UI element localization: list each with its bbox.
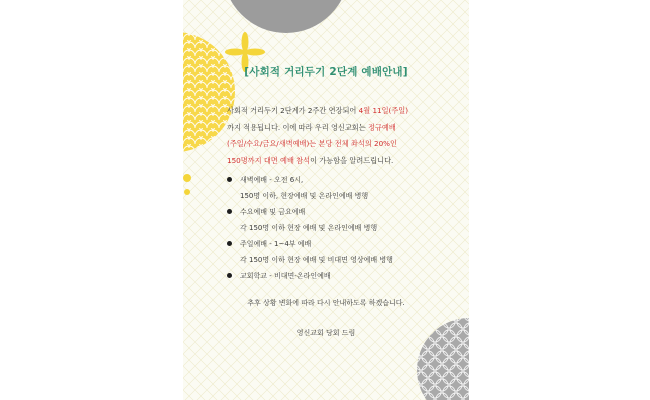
follow-up-notice: 추후 상황 변화에 따라 다시 안내하도록 하겠습니다. (247, 299, 405, 307)
paragraph-text: 사회적 거리두기 2단계가 2주간 연장되어 (227, 106, 359, 115)
highlight-date: 4월 11일(주일) (358, 106, 409, 115)
paragraph-line-2 (227, 120, 457, 137)
list-item-detail: 150명 이하, 현장예배 및 온라인예배 병행 (240, 192, 369, 200)
announcement-paragraph (227, 103, 457, 169)
list-item-detail: 각 150명 이하 현장 예배 및 온라인예배 병행 (240, 224, 378, 232)
poster-title: [사회적 거리두기 2단계 예배안내] (244, 66, 408, 78)
worship-notice-poster (183, 0, 469, 400)
list-item-label: 주일예배 - 1~4부 예배 (240, 240, 312, 248)
highlight-capacity: 150명까지 대면 예배 참석 (227, 155, 311, 165)
bullet-icon (227, 177, 232, 182)
yellow-dot-2 (184, 189, 190, 195)
list-item (227, 268, 462, 284)
worship-schedule-list (227, 172, 462, 284)
list-item-label: 교회학교 - 비대면-온라인예배 (240, 272, 331, 280)
paragraph-text: 까지 적용됩니다. 이에 따라 우리 영신교회는 (227, 122, 368, 132)
list-item-detail: 각 150명 이하 현장 예배 및 비대면 영상예배 병행 (240, 256, 393, 264)
paragraph-line-3: (주일/수요/금요/새벽예배)는 본당 전체 좌석의 20%인 (227, 139, 397, 148)
signature: 영신교회 당회 드림 (296, 329, 356, 337)
list-item-label: 수요예배 및 금요예배 (240, 208, 306, 216)
list-item (227, 236, 462, 252)
list-item (227, 172, 462, 188)
yellow-dot-1 (183, 174, 191, 182)
list-item-label: 새벽예배 - 오전 6시, (240, 176, 304, 184)
bullet-icon (227, 273, 232, 278)
highlight-regular-worship: 정규예배 (367, 122, 396, 132)
bullet-icon (227, 209, 232, 214)
list-item (227, 204, 462, 220)
bullet-icon (227, 241, 232, 246)
paragraph-line-1 (227, 103, 457, 120)
paragraph-text: 이 가능함을 알려드립니다. (310, 155, 394, 165)
paragraph-line-4 (227, 153, 457, 170)
